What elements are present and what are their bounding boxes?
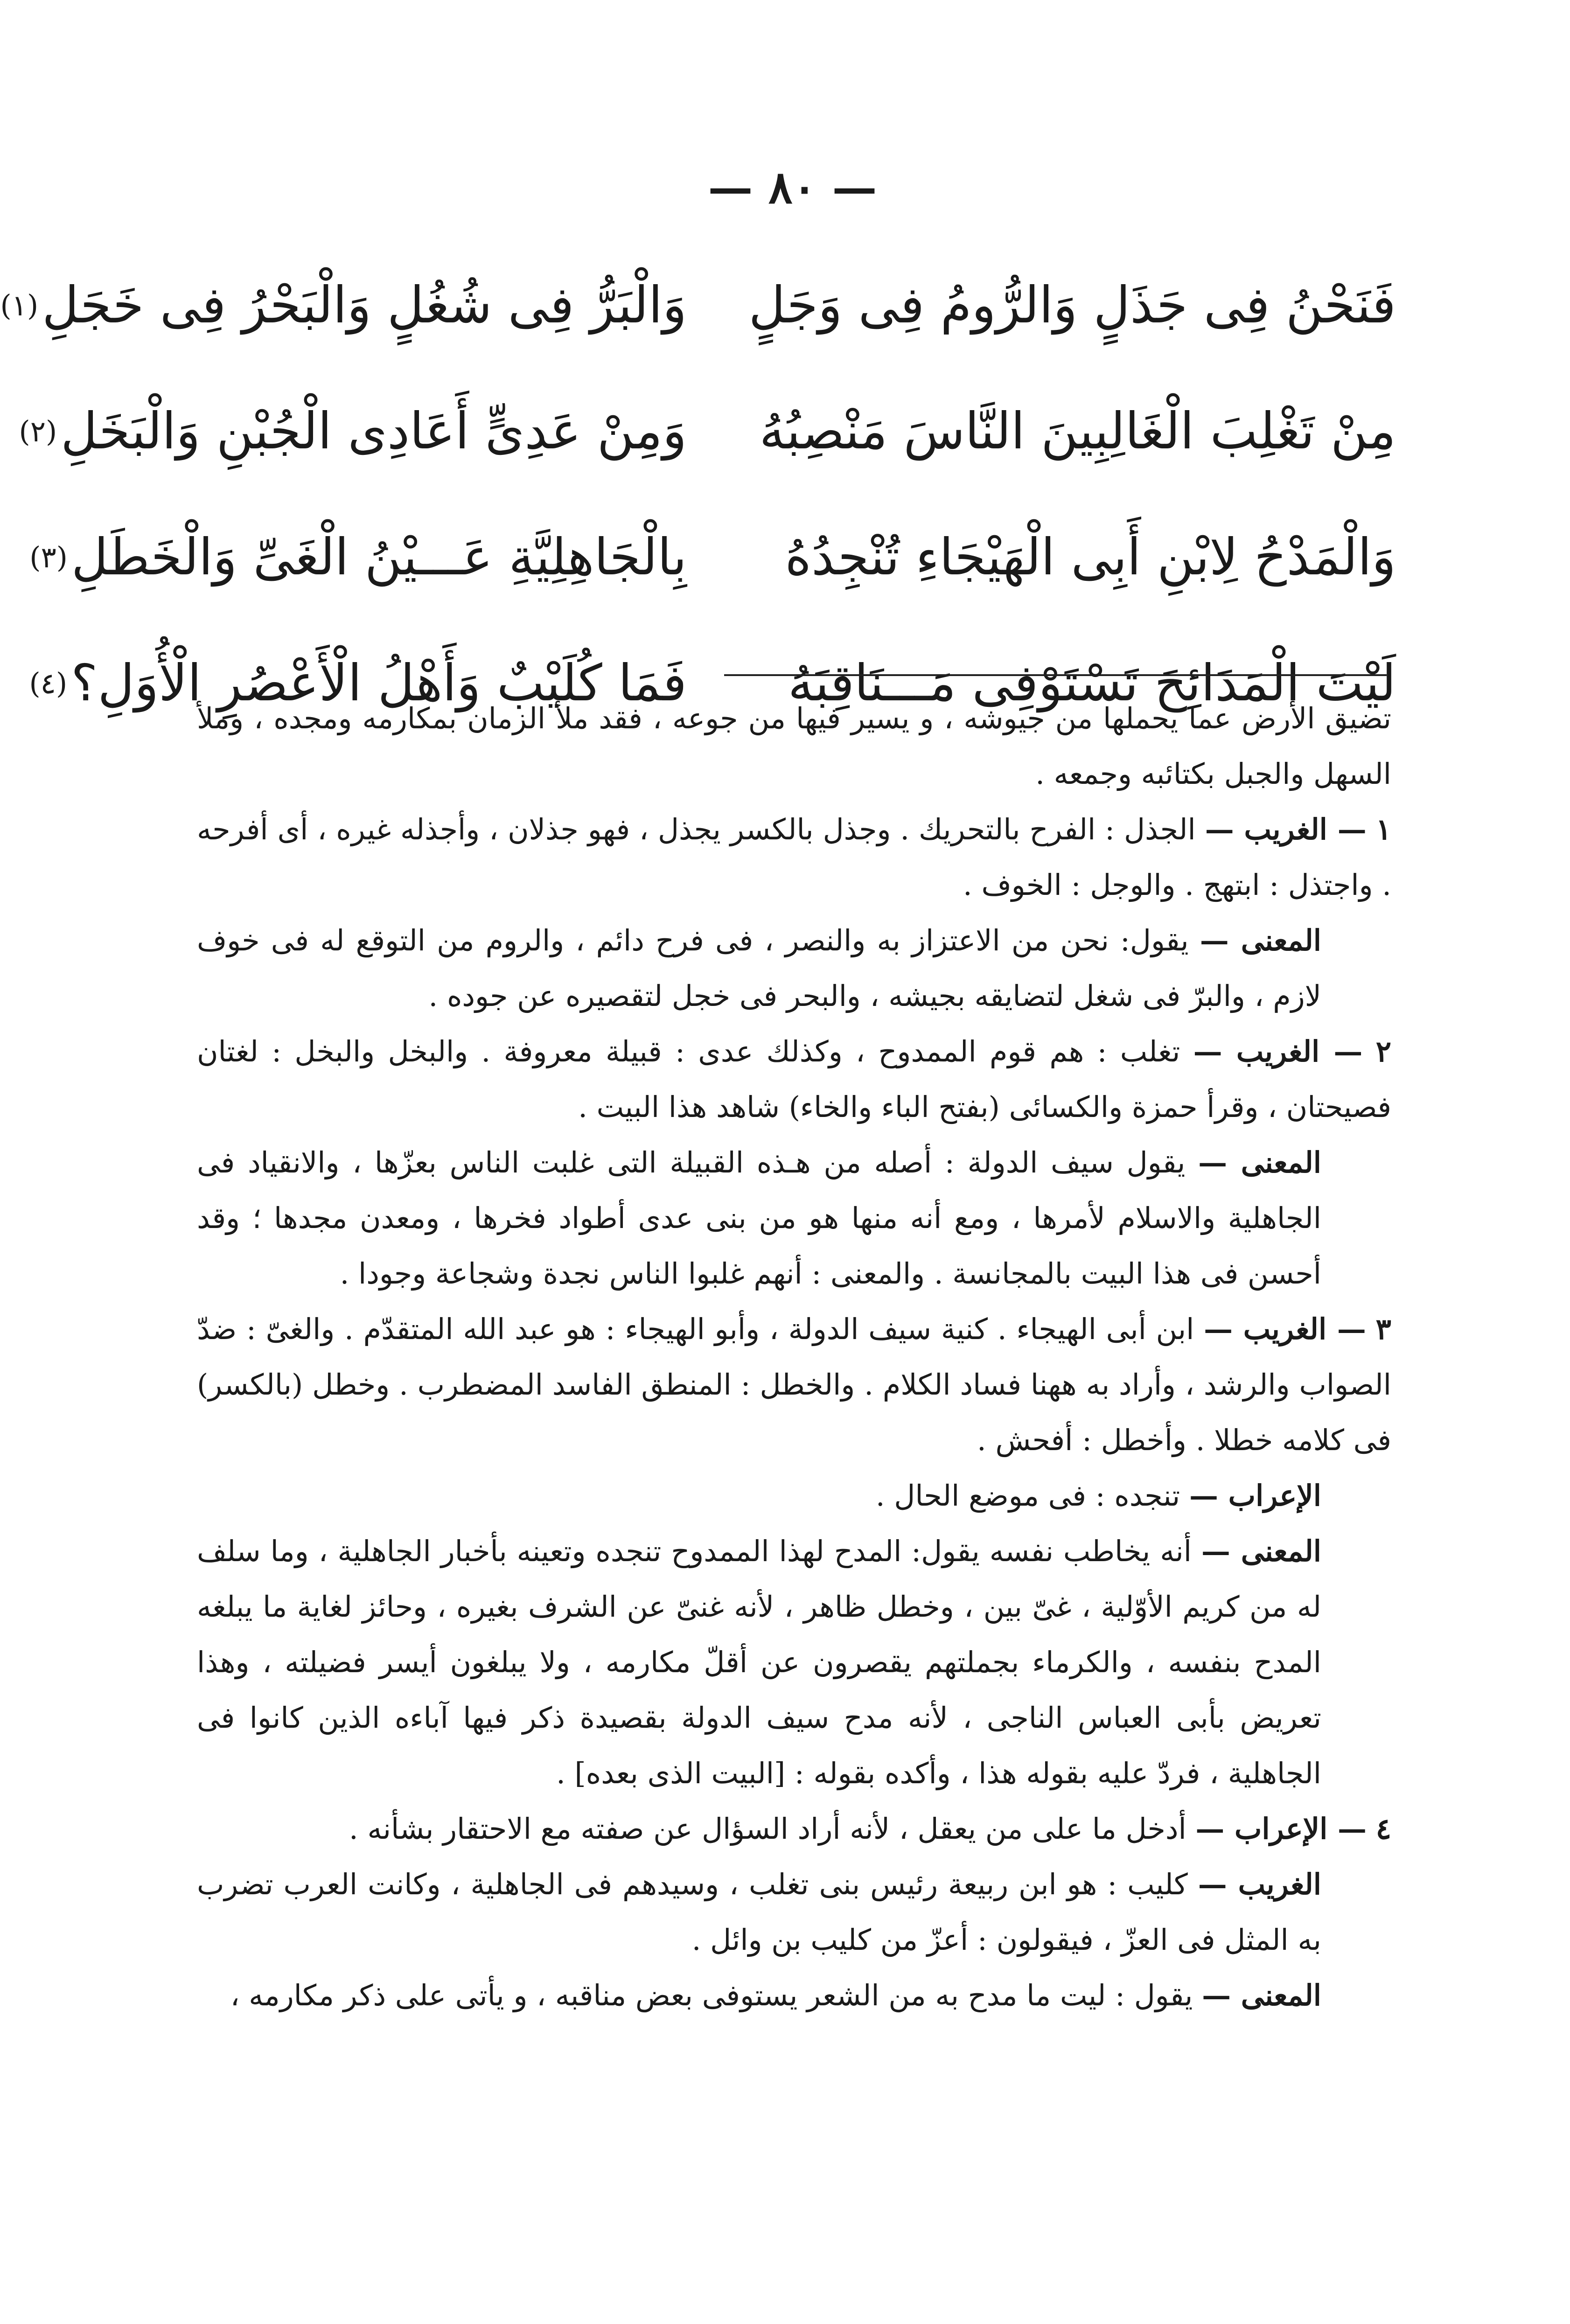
note-3-meaning — [197, 1523, 1391, 1801]
intro-text: تضيق الأرض عما يحملها من جيوشه ، و يسير فيها من جوعه ، فقد ملأ الزمان بمكارمه ومجده ، وملأ السهل والجبل بكتائبه وجمعه . — [197, 701, 1391, 791]
commentary-intro — [197, 691, 1391, 802]
note-2-gharib-text: تغلب : هم قوم الممدوح ، وكذلك عدى : قبيلة معروفة . والبخل والبخل : لغتان فصيحتان ، وقرأ حمزة والكسائى (بفتح الباء والخاء) شاهد هذا البيت . — [197, 1034, 1391, 1124]
note-4-gharib-text: كليب : هو ابن ربيعة رئيس بنى تغلب ، وسيدهم فى الجاهلية ، وكانت العرب تضرب به المثل فى العزّ ، فيقولون : أعزّ من كليب بن وائل . — [197, 1867, 1321, 1957]
note-3-irab-label: الإعراب — — [1189, 1479, 1321, 1513]
note-1-meaning — [197, 913, 1391, 1024]
note-3-gharib — [197, 1301, 1391, 1468]
verse-3-first-hemistich — [785, 527, 1396, 588]
note-4-meaning — [197, 1968, 1391, 2023]
note-4-irab — [197, 1801, 1391, 1856]
note-4-meaning-label: المعنى — — [1202, 1978, 1321, 2012]
verse-1-first-hemistich — [748, 275, 1396, 336]
verse-2-first-text: مِنْ تَغْلِبَ الْغَالِبِينَ النَّاسَ مَنْصِبُهُ — [759, 402, 1396, 461]
verse-2-second-text: وَمِنْ عَدِىٍّ أَعَادِى الْجُبْنِ وَالْبَخَلِ — [61, 402, 687, 461]
note-3-gharib-text: ابن أبى الهيجاء . كنية سيف الدولة ، وأبو الهيجاء : هو عبد الله المتقدّم . والغىّ : ضدّ الصواب والرشد ، وأراد به ههنا فساد الكلام . والخطل : المنطق الفاسد المضطرب . وخطل (بالكسر) فى كلامه خطلا . وأخطل : أفحش . — [197, 1312, 1391, 1457]
section-divider — [724, 674, 1387, 676]
note-4-irab-text: أدخل ما على من يعقل ، لأنه أراد السؤال عن صفته مع الاحتقار بشأنه . — [349, 1812, 1186, 1846]
note-3-number: ٣ — [1375, 1312, 1391, 1346]
verse-3-first-text: وَالْمَدْحُ لِابْنِ أَبِى الْهَيْجَاءِ تُنْجِدُهُ — [785, 528, 1396, 587]
verse-3-second-text: بِالْجَاهِلِيَّةِ عَـــيْنُ الْغَىِّ وَالْخَطَلِ — [71, 528, 687, 587]
verse-4-second-text: فَمَا كُلَيْبٌ وَأَهْلُ الْأَعْصُرِ الْأُوَلِ؟ — [71, 654, 687, 713]
verse-1-first-text: فَنَحْنُ فِى جَذَلٍ وَالرُّومُ فِى وَجَلٍ — [748, 276, 1396, 335]
verse-3 — [29, 495, 1396, 621]
verse-3-second-hemistich — [29, 527, 757, 588]
note-2-meaning-label: المعنى — — [1198, 1145, 1321, 1179]
commentary — [197, 691, 1391, 2023]
note-4-gharib — [197, 1856, 1391, 1968]
verse-4-first-text: لَيْتَ الْمَدَائِحَ تَسْتَوْفِى مَـــنَاقِبَهُ — [788, 654, 1396, 713]
footnote-marker-2: (٢) — [19, 414, 57, 448]
note-4-irab-label: — الإعراب — — [1195, 1812, 1367, 1846]
note-2-gharib-label: — الغريب — — [1193, 1034, 1363, 1068]
note-1-number: ١ — [1375, 812, 1392, 846]
footnote-marker-1: (١) — [0, 288, 39, 322]
verse-1 — [0, 243, 1396, 369]
footnote-marker-3: (٣) — [29, 540, 68, 574]
note-2-gharib — [197, 1024, 1391, 1135]
note-3-gharib-label: — الغريب — — [1204, 1312, 1366, 1346]
note-2-number: ٢ — [1375, 1034, 1392, 1068]
note-1-meaning-label: المعنى — — [1200, 923, 1321, 957]
note-1-gharib-text: الجذل : الفرح بالتحريك . وجذل بالكسر يجذل ، فهو جذلان ، وأجذله غيره ، أى أفرحه . واجتذل : ابتهج . والوجل : الخوف . — [197, 812, 1391, 902]
note-1-gharib — [197, 802, 1391, 913]
note-2-meaning-text: يقول سيف الدولة : أصله من هـذه القبيلة التى غلبت الناس بعزّها ، والانقياد فى الجاهلية والاسلام لأمرها ، ومع أنه منها هو من بنى عدى أطواد فخرها ، ومعدن مجدها ؛ وقد أحسن فى هذا البيت بالمجانسة . والمعنى : أنهم غلبوا الناس نجدة وشجاعة وجودا . — [197, 1145, 1321, 1291]
note-3-meaning-label: المعنى — — [1201, 1534, 1322, 1568]
verse-1-second-hemistich — [0, 275, 757, 336]
note-3-irab-text: تنجده : فى موضع الحال . — [875, 1479, 1180, 1513]
note-4-meaning-text: يقول : ليت ما مدح به من الشعر يستوفى بعض مناقبه ، و يأتى على ذكر مكارمه ، — [230, 1978, 1193, 2012]
page-number: — ٨٠ — — [708, 161, 877, 214]
verse-1-second-text: وَالْبَرُّ فِى شُغُلٍ وَالْبَحْرُ فِى خَجَلِ — [42, 276, 687, 335]
note-4-number: ٤ — [1375, 1812, 1391, 1846]
verse-2 — [19, 369, 1396, 495]
note-1-meaning-text: يقول: نحن من الاعتزاز به والنصر ، فى فرح دائم ، والروم من التوقع له فى خوف لازم ، والبرّ فى شغل لتضايقه بجيشه ، والبحر فى خجل لتقصيره عن جوده . — [197, 923, 1321, 1013]
verse-2-first-hemistich — [759, 401, 1396, 462]
verse-2-second-hemistich — [19, 401, 757, 462]
footnote-marker-4: (٤) — [29, 666, 68, 700]
note-1-gharib-label: — الغريب — — [1205, 812, 1367, 846]
note-4-gharib-label: الغريب — — [1198, 1867, 1322, 1901]
poem — [0, 243, 1396, 747]
note-3-meaning-text: أنه يخاطب نفسه يقول: المدح لهذا الممدوح تنجده وتعينه بأخبار الجاهلية ، وما سلف له من كريم الأوّلية ، غىّ بين ، وخطل ظاهر ، لأنه غنىّ عن الشرف بغيره ، وحائز لغاية ما يبلغه المدح بنفسه ، والكرماء بجملتهم يقصرون عن أقلّ مكارمه ، ولا يبلغون أيسر فضيلته ، وهذا تعريض بأبى العباس الناجى ، لأنه مدح سيف الدولة بقصيدة ذكر فيها آباءه الذين كانوا فى الجاهلية ، فردّ عليه بقوله هذا ، وأكده بقوله : [البيت الذى بعده] . — [197, 1534, 1321, 1790]
note-3-irab — [197, 1468, 1391, 1523]
note-2-meaning — [197, 1135, 1391, 1301]
